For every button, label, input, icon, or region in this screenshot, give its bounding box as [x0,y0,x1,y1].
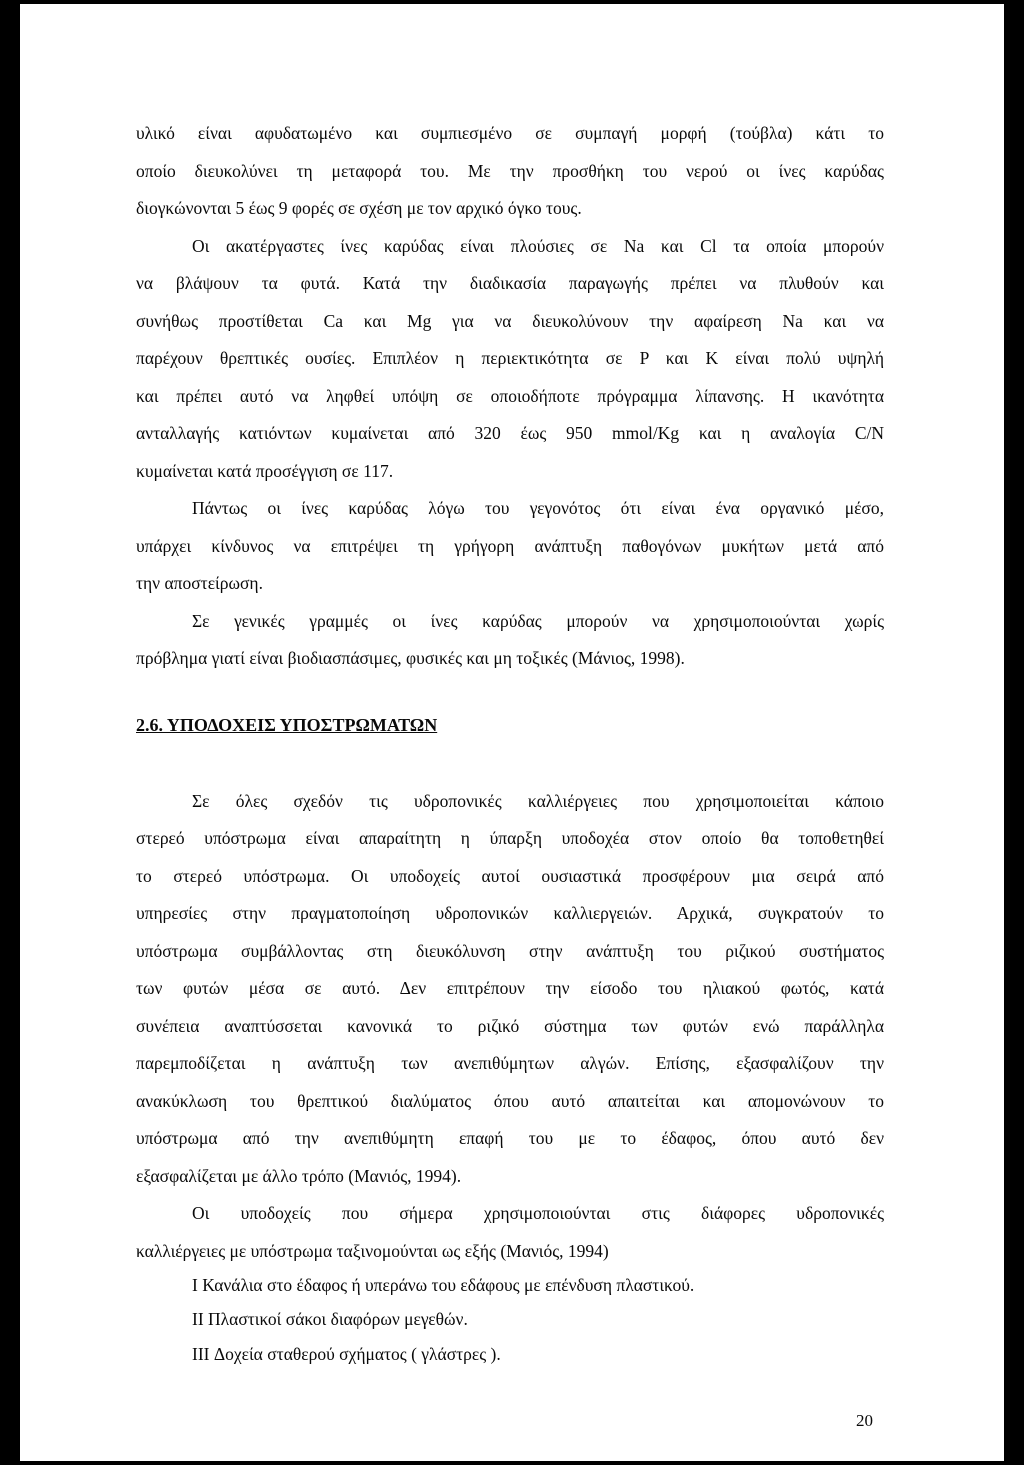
paragraph-line: Οι υποδοχείς που σήμερα χρησιμοποιούνται στις διάφορες υδροπονικές [192,1203,884,1223]
paragraph-line: οποίο διευκολύνει τη μεταφορά του. Με την προσθήκη του νερού οι ίνες καρύδας [136,161,884,181]
page-number: 20 [856,1411,873,1430]
paragraph-line: παρέχουν θρεπτικές ουσίες. Επιπλέον η περιεκτικότητα σε P και K είναι πολύ υψηλή [136,348,884,368]
paragraph-line: υπόστρωμα συμβάλλοντας στη διευκόλυνση στην ανάπτυξη του ριζικού συστήματος [136,941,884,961]
paragraph-line: υλικό είναι αφυδατωμένο και συμπιεσμένο σε συμπαγή μορφή (τούβλα) κάτι το [136,123,884,143]
list-item: II Πλαστικοί σάκοι διαφόρων μεγεθών. [192,1309,468,1329]
paragraph-line: Πάντως οι ίνες καρύδας λόγω του γεγονότος ότι είναι ένα οργανικό μέσο, [192,498,884,518]
paragraph-line: Οι ακατέργαστες ίνες καρύδας είναι πλούσιες σε Na και Cl τα οποία μπορούν [192,236,884,256]
paragraph-line: κυμαίνεται κατά προσέγγιση σε 117. [136,461,394,481]
paragraph-line: εξασφαλίζεται με άλλο τρόπο (Μανιός, 1994). [136,1166,462,1186]
paragraph-line: υπόστρωμα από την ανεπιθύμητη επαφή του με το έδαφος, όπου αυτό δεν [136,1128,884,1148]
paragraph-line: το στερεό υπόστρωμα. Οι υποδοχείς αυτοί ουσιαστικά προσφέρουν μια σειρά από [136,866,884,886]
section-heading: 2.6. ΥΠΟΔΟΧΕΙΣ ΥΠΟΣΤΡΩΜΑΤΩΝ [136,715,438,735]
paragraph-line: πρόβλημα γιατί είναι βιοδιασπάσιμες, φυσικές και μη τοξικές (Μάνιος, 1998). [136,648,685,668]
paragraph-line: διογκώνονται 5 έως 9 φορές σε σχέση με τον αρχικό όγκο τους. [136,198,582,218]
paragraph-line: στερεό υπόστρωμα είναι απαραίτητη η ύπαρξη υποδοχέα στον οποίο θα τοποθετηθεί [136,828,884,848]
document-page [20,4,1004,1461]
list-item: III Δοχεία σταθερού σχήματος ( γλάστρες ). [192,1344,501,1364]
paragraph-line: την αποστείρωση. [136,573,263,593]
paragraph-line: ανακύκλωση του θρεπτικού διαλύματος όπου αυτό απαιτείται και απομονώνουν το [136,1091,884,1111]
paragraph-line: των φυτών μέσα σε αυτό. Δεν επιτρέπουν την είσοδο του ηλιακού φωτός, κατά [136,978,884,998]
list-item: I Κανάλια στο έδαφος ή υπεράνω του εδάφους με επένδυση πλαστικού. [192,1275,695,1295]
paragraph-line: παρεμποδίζεται η ανάπτυξη των ανεπιθύμητων αλγών. Επίσης, εξασφαλίζουν την [136,1053,884,1073]
paragraph-line: υπάρχει κίνδυνος να επιτρέψει τη γρήγορη ανάπτυξη παθογόνων μυκήτων μετά από [136,536,884,556]
paragraph-line: να βλάψουν τα φυτά. Κατά την διαδικασία παραγωγής πρέπει να πλυθούν και [136,273,884,293]
paragraph-line: συνήθως προστίθεται Ca και Mg για να διευκολύνουν την αφαίρεση Na και να [136,311,884,331]
paragraph-line: Σε γενικές γραμμές οι ίνες καρύδας μπορούν να χρησιμοποιούνται χωρίς [192,611,884,631]
paragraph-line: Σε όλες σχεδόν τις υδροπονικές καλλιέργειες που χρησιμοποιείται κάποιο [192,791,884,811]
paragraph-line: συνέπεια αναπτύσσεται κανονικά το ριζικό σύστημα των φυτών ενώ παράλληλα [136,1016,884,1036]
paragraph-line: υπηρεσίες στην πραγματοποίηση υδροπονικών καλλιεργειών. Αρχικά, συγκρατούν το [136,903,884,923]
paragraph-line: ανταλλαγής κατιόντων κυμαίνεται από 320 έως 950 mmol/Kg και η αναλογία C/N [136,423,884,443]
paragraph-line: και πρέπει αυτό να ληφθεί υπόψη σε οποιοδήποτε πρόγραμμα λίπανσης. Η ικανότητα [136,386,884,406]
paragraph-line: καλλιέργειες με υπόστρωμα ταξινομούνται ως εξής (Μανιός, 1994) [136,1241,609,1261]
